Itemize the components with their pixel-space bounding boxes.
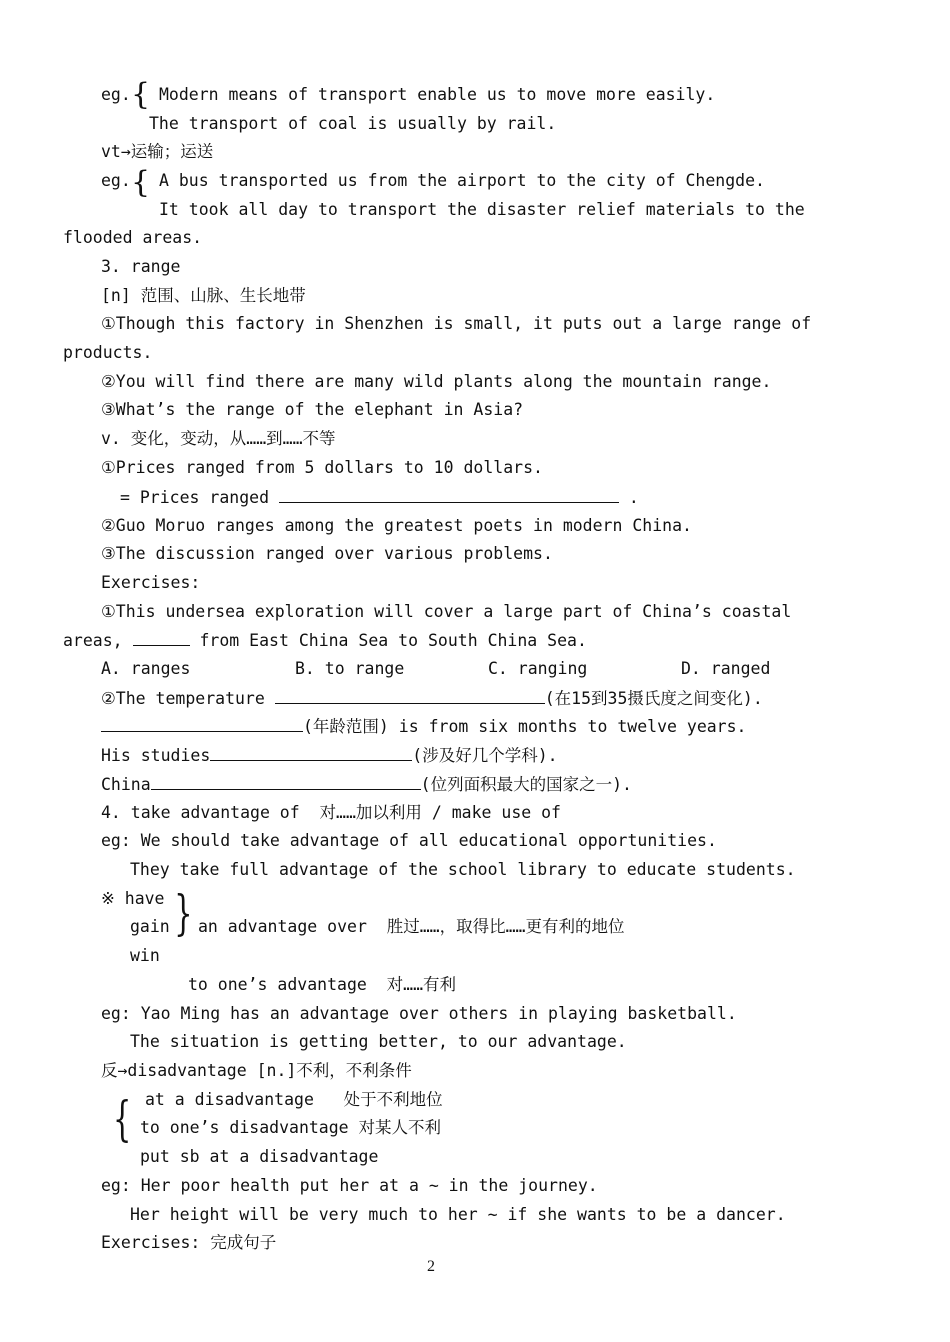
example-sentence: The situation is getting better, to our advantage. — [130, 1032, 627, 1051]
example-sentence: ②You will find there are many wild plants along the mountain range. — [101, 372, 772, 391]
answer-blank[interactable] — [275, 688, 545, 704]
exercise-question — [101, 774, 632, 795]
choice-d: D. ranged — [681, 659, 771, 678]
fill-sentence-start: = Prices ranged — [120, 488, 270, 507]
answer-blank[interactable] — [279, 487, 619, 503]
example-sentence: Her height will be very much to her ~ if she wants to be a dancer. — [130, 1205, 786, 1224]
example-sentence: eg: We should take advantage of all educational opportunities. — [101, 831, 717, 850]
exercise-hint: (在15到35摄氏度之间变化). — [544, 689, 763, 708]
section-heading: 3. range — [101, 257, 181, 276]
choice-b: B. to range — [295, 659, 405, 678]
exercise-question — [101, 745, 558, 766]
phrase-variant: gain — [130, 917, 170, 936]
answer-blank[interactable] — [101, 716, 303, 732]
exercises-heading: Exercises: 完成句子 — [101, 1233, 277, 1252]
example-sentence: It took all day to transport the disaster relief materials to the — [159, 200, 805, 219]
phrase-meaning: at a disadvantage 处于不利地位 — [145, 1090, 443, 1109]
example-sentence: ③The discussion ranged over various problems. — [101, 544, 553, 563]
exercises-heading: Exercises: — [101, 573, 201, 592]
exercise-question-cont — [63, 630, 587, 651]
brace-icon: { — [113, 1091, 132, 1147]
exercise-question: ①This undersea exploration will cover a large part of China’s coastal — [101, 602, 792, 621]
example-sentence: eg: Her poor health put her at a ~ in the journey. — [101, 1176, 598, 1195]
exercise-question — [101, 688, 763, 709]
phrase-variant: win — [130, 946, 160, 965]
phrase-meaning: to one’s disadvantage 对某人不利 — [140, 1118, 442, 1137]
phrase-meaning: to one’s advantage 对……有利 — [188, 975, 457, 994]
fill-sentence — [120, 487, 639, 508]
definition-line: vt→运输；运送 — [101, 142, 214, 161]
exercise-text: China — [101, 775, 151, 794]
page-number: 2 — [427, 1258, 435, 1275]
phrase-meaning: put sb at a disadvantage — [140, 1147, 379, 1166]
definition-line: [n] 范围、山脉、生长地带 — [101, 286, 306, 305]
phrase-meaning: an advantage over 胜过……，取得比……更有利的地位 — [198, 917, 625, 936]
example-sentence: ①Prices ranged from 5 dollars to 10 dollars. — [101, 458, 543, 477]
example-sentence: ①Though this factory in Shenzhen is small, it puts out a large range of — [101, 314, 812, 333]
definition-line: 反→disadvantage [n.]不利，不利条件 — [101, 1061, 412, 1080]
definition-line: v. 变化，变动，从……到……不等 — [101, 429, 336, 448]
example-sentence: They take full advantage of the school library to educate students. — [130, 860, 796, 879]
example-label: eg. — [101, 85, 131, 104]
phrase-variant: ※ have — [101, 889, 165, 908]
example-sentence: eg: Yao Ming has an advantage over others in playing basketball. — [101, 1004, 737, 1023]
exercise-text: areas, — [63, 631, 123, 650]
answer-blank[interactable] — [151, 774, 421, 790]
example-sentence: Modern means of transport enable us to move more easily. — [159, 85, 716, 104]
section-heading: 4. take advantage of 对……加以利用 / make use of — [101, 803, 561, 822]
brace-icon: { — [131, 165, 151, 200]
exercise-text: from East China Sea to South China Sea. — [199, 631, 587, 650]
example-label: eg. — [101, 171, 131, 190]
brace-icon: { — [174, 889, 193, 945]
exercise-hint: (年龄范围) is from six months to twelve years. — [303, 717, 747, 736]
brace-icon: { — [131, 77, 151, 112]
example-sentence: ②Guo Moruo ranges among the greatest poets in modern China. — [101, 516, 692, 535]
exercise-text: ②The temperature — [101, 689, 265, 708]
example-sentence: The transport of coal is usually by rail. — [149, 114, 557, 133]
exercise-hint: (涉及好几个学科). — [412, 746, 558, 765]
choice-c: C. ranging — [488, 659, 588, 678]
example-sentence-cont: flooded areas. — [63, 228, 203, 247]
answer-blank[interactable] — [210, 745, 412, 761]
exercise-question — [101, 716, 747, 737]
example-sentence: ③What’s the range of the elephant in Asia? — [101, 400, 524, 419]
choice-a: A. ranges — [101, 659, 191, 678]
fill-sentence-end: . — [628, 488, 639, 507]
example-sentence-cont: products. — [63, 343, 153, 362]
answer-blank[interactable] — [133, 630, 190, 646]
exercise-text: His studies — [101, 746, 211, 765]
example-sentence: A bus transported us from the airport to the city of Chengde. — [159, 171, 765, 190]
exercise-hint: (位列面积最大的国家之一). — [420, 775, 632, 794]
